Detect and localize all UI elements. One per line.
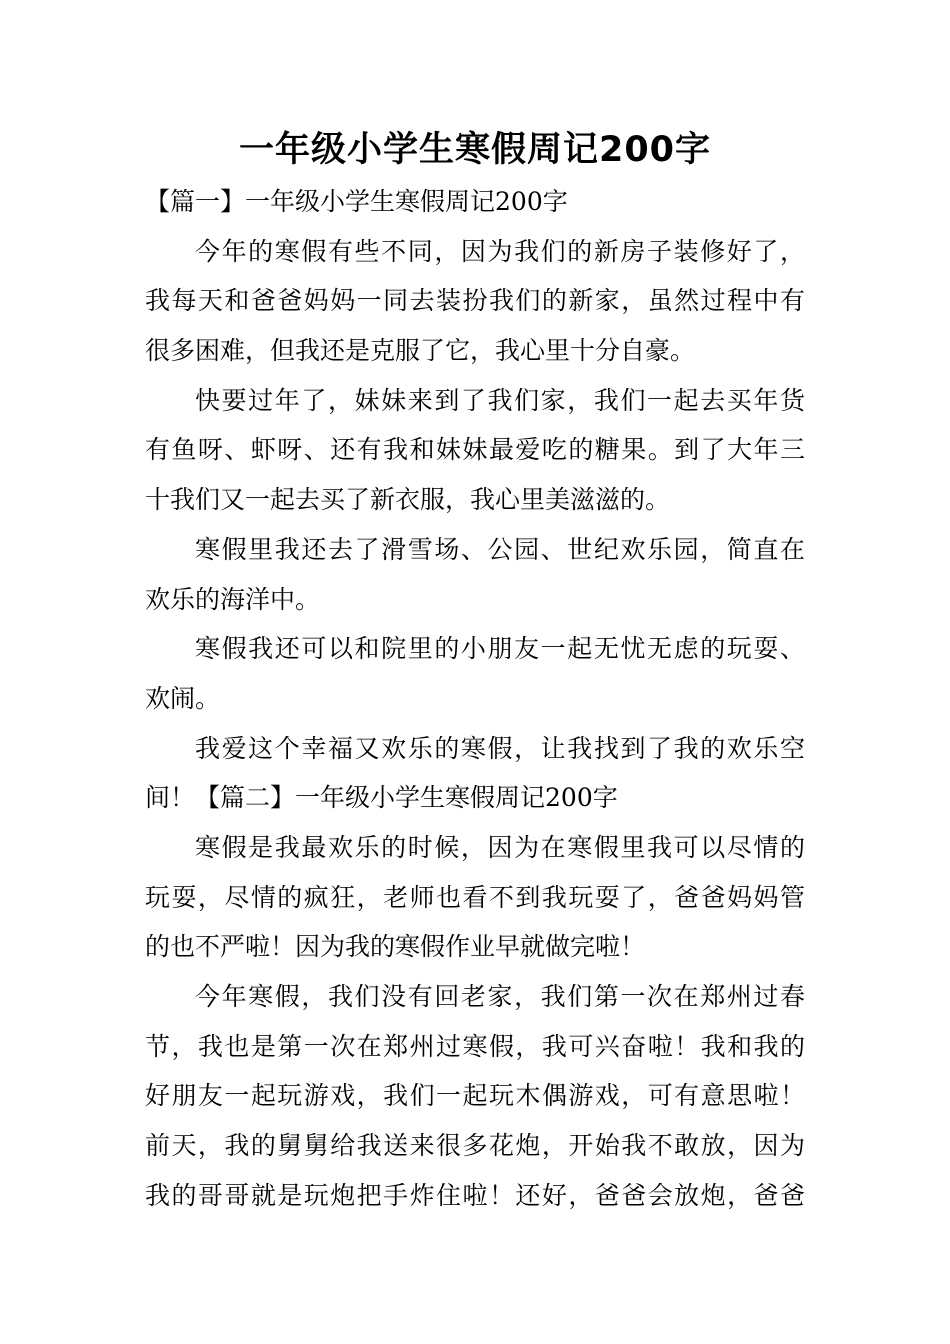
text-line: 的也不严啦！因为我的寒假作业早就做完啦！ — [145, 932, 646, 962]
text-line: 今年寒假，我们没有回老家，我们第一次在郑州过春 — [195, 982, 805, 1011]
document-title: 一年级小学生寒假周记200字 — [238, 130, 712, 170]
text-line: 很多困难，但我还是克服了它，我心里十分自豪。 — [145, 336, 696, 366]
text-line: 前天，我的舅舅给我送来很多花炮，开始我不敢放，因为 — [145, 1131, 805, 1161]
text-line: 今年的寒假有些不同，因为我们的新房子装修好了， — [195, 236, 805, 266]
text-line: 我每天和爸爸妈妈一同去装扮我们的新家，虽然过程中有 — [145, 286, 805, 316]
text-line: 快要过年了，妹妹来到了我们家，我们一起去买年货 — [195, 385, 805, 415]
text-line: 玩耍，尽情的疯狂，老师也看不到我玩耍了，爸爸妈妈管 — [145, 882, 805, 912]
text-line: 寒假我还可以和院里的小朋友一起无忧无虑的玩耍、 — [195, 634, 805, 664]
text-line: 好朋友一起玩游戏，我们一起玩木偶游戏，可有意思啦！ — [145, 1081, 805, 1111]
text-line: 欢闹。 — [145, 683, 221, 713]
text-line: 我的哥哥就是玩炮把手炸住啦！还好，爸爸会放炮，爸爸 — [145, 1180, 805, 1210]
text-line: 节，我也是第一次在郑州过寒假，我可兴奋啦！我和我的 — [145, 1031, 805, 1061]
text-line: 欢乐的海洋中。 — [145, 584, 321, 614]
text-line: 十我们又一起去买了新衣服，我心里美滋滋的。 — [145, 485, 671, 515]
text-line: 寒假里我还去了滑雪场、公园、世纪欢乐园，简直在 — [195, 534, 805, 564]
section-heading-1: 【篇一】一年级小学生寒假周记200字 — [145, 187, 568, 216]
text-line-with-heading-2: 间！【篇二】一年级小学生寒假周记200字 — [145, 783, 618, 813]
text-line: 我爱这个幸福又欢乐的寒假，让我找到了我的欢乐空 — [195, 733, 805, 763]
document-body — [145, 177, 815, 1220]
text-line: 有鱼呀、虾呀、还有我和妹妹最爱吃的糖果。到了大年三 — [145, 435, 805, 465]
text-line: 寒假是我最欢乐的时候，因为在寒假里我可以尽情的 — [195, 832, 805, 862]
